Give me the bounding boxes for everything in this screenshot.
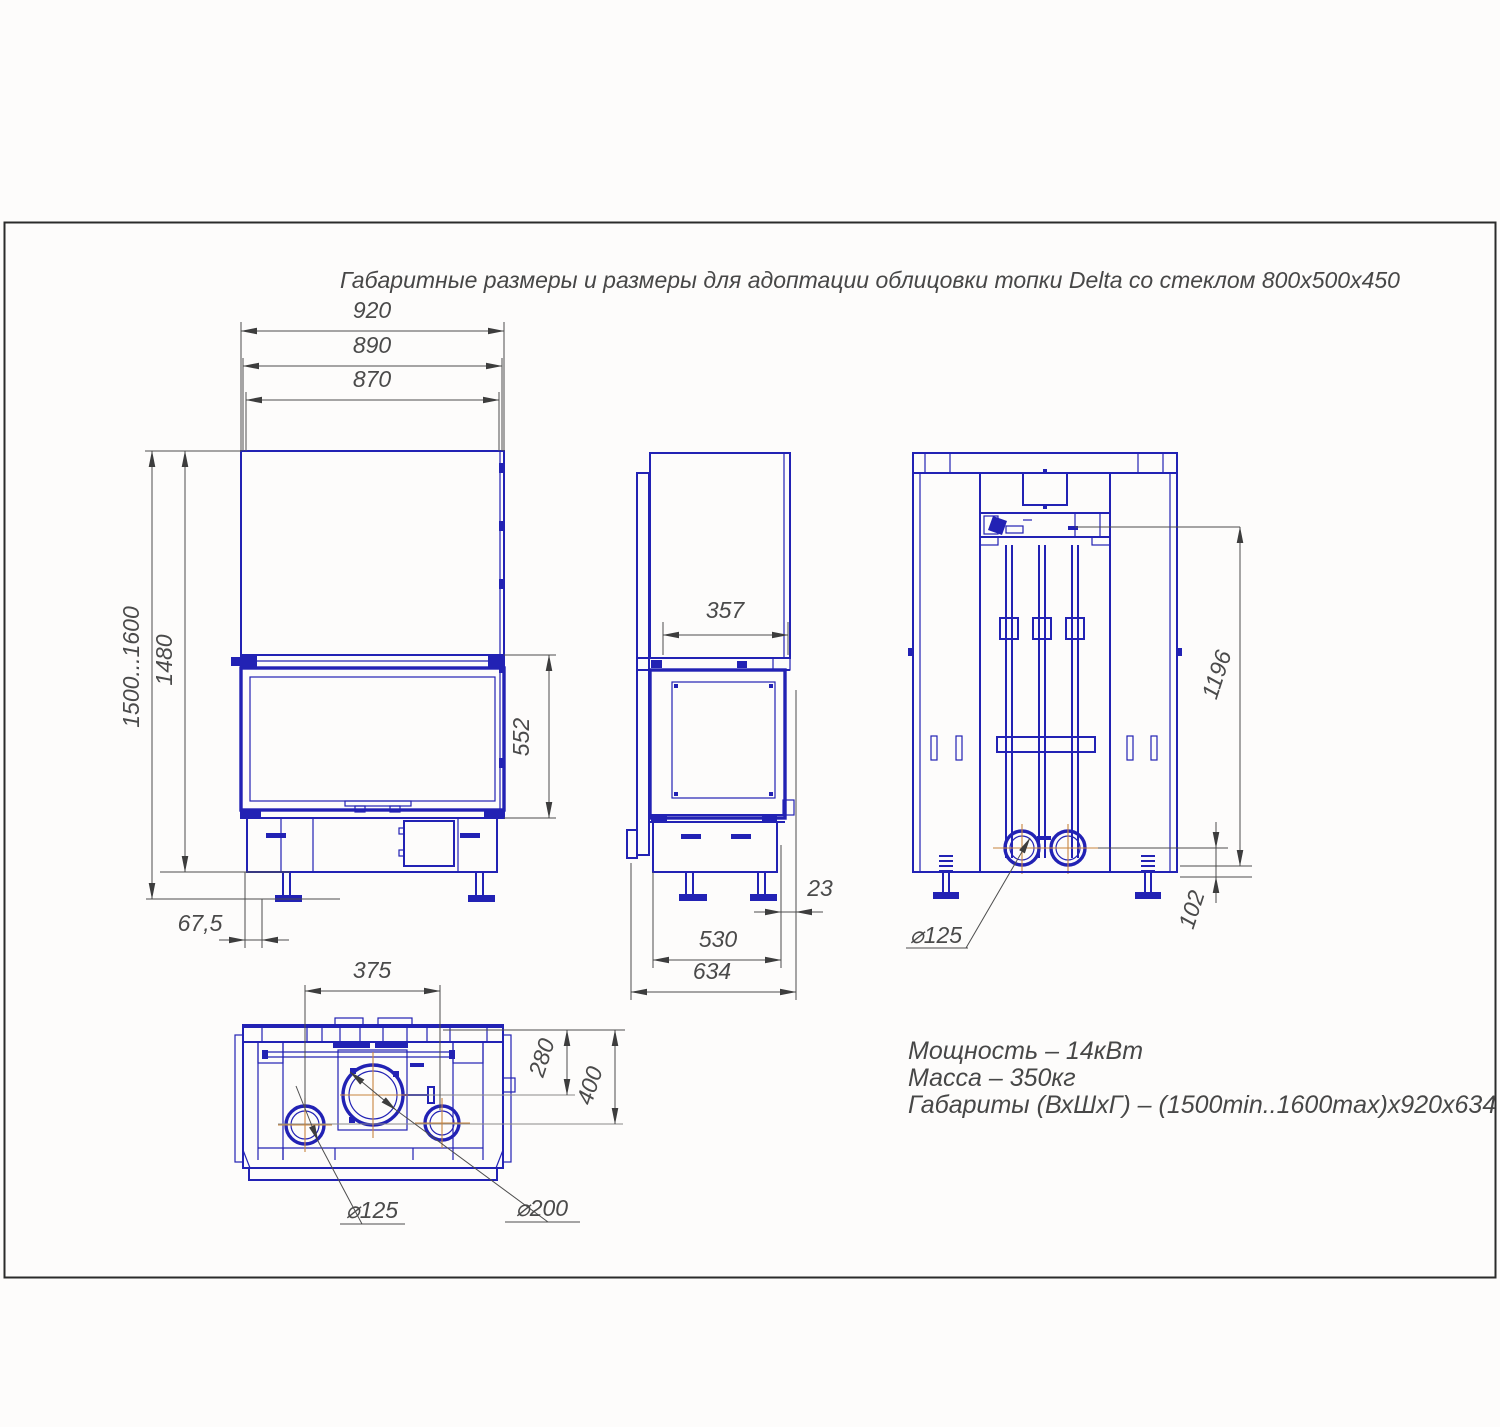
spec-power: Мощность – 14кВт bbox=[908, 1037, 1144, 1065]
front-view-dimensions bbox=[118, 297, 556, 948]
dim-side-total-depth: 634 bbox=[692, 958, 732, 984]
dim-side-glass-depth: 357 bbox=[705, 597, 745, 623]
dim-plan-flue-diameter: ⌀200 bbox=[515, 1195, 569, 1221]
dim-front-width-mid: 890 bbox=[352, 332, 392, 358]
dim-plan-outlet-center-depth: 400 bbox=[571, 1063, 608, 1108]
spec-mass: Масса – 350кг bbox=[908, 1064, 1076, 1092]
sheet-border bbox=[5, 223, 1496, 1278]
dim-plan-outlet-spacing: 375 bbox=[352, 957, 392, 983]
dim-front-glass-height: 552 bbox=[508, 717, 534, 757]
dim-rear-outlet-center-height: 102 bbox=[1173, 887, 1210, 932]
dim-front-body-height: 1480 bbox=[151, 634, 177, 686]
dim-side-rear-gap: 23 bbox=[807, 875, 833, 901]
drawing-title: Габаритные размеры и размеры для адоптации облицовки топки Delta со стеклом 800x500x450 bbox=[340, 267, 1400, 293]
dim-front-leg-offset: 67,5 bbox=[177, 910, 223, 936]
front-view bbox=[231, 451, 504, 902]
dim-plan-outlet-diameter: ⌀125 bbox=[345, 1197, 399, 1223]
side-view bbox=[627, 453, 794, 901]
dim-plan-flue-center-depth: 280 bbox=[523, 1035, 560, 1080]
dim-front-width-total: 920 bbox=[352, 297, 392, 323]
dim-rear-damper-height: 1196 bbox=[1196, 646, 1237, 703]
spec-overall-dimensions: Габариты (ВхШхГ) – (1500min..1600max)x920x634 bbox=[908, 1091, 1497, 1119]
dim-side-base-depth: 530 bbox=[698, 926, 738, 952]
dim-front-width-opening: 870 bbox=[352, 366, 392, 392]
dim-rear-outlet-diameter: ⌀125 bbox=[909, 922, 963, 948]
bottom-view-dimensions bbox=[296, 957, 625, 1224]
bottom-view bbox=[235, 1018, 623, 1180]
rear-view bbox=[908, 453, 1182, 899]
spec-block bbox=[908, 1037, 1496, 1119]
dim-front-height-range: 1500...1600 bbox=[118, 606, 144, 728]
